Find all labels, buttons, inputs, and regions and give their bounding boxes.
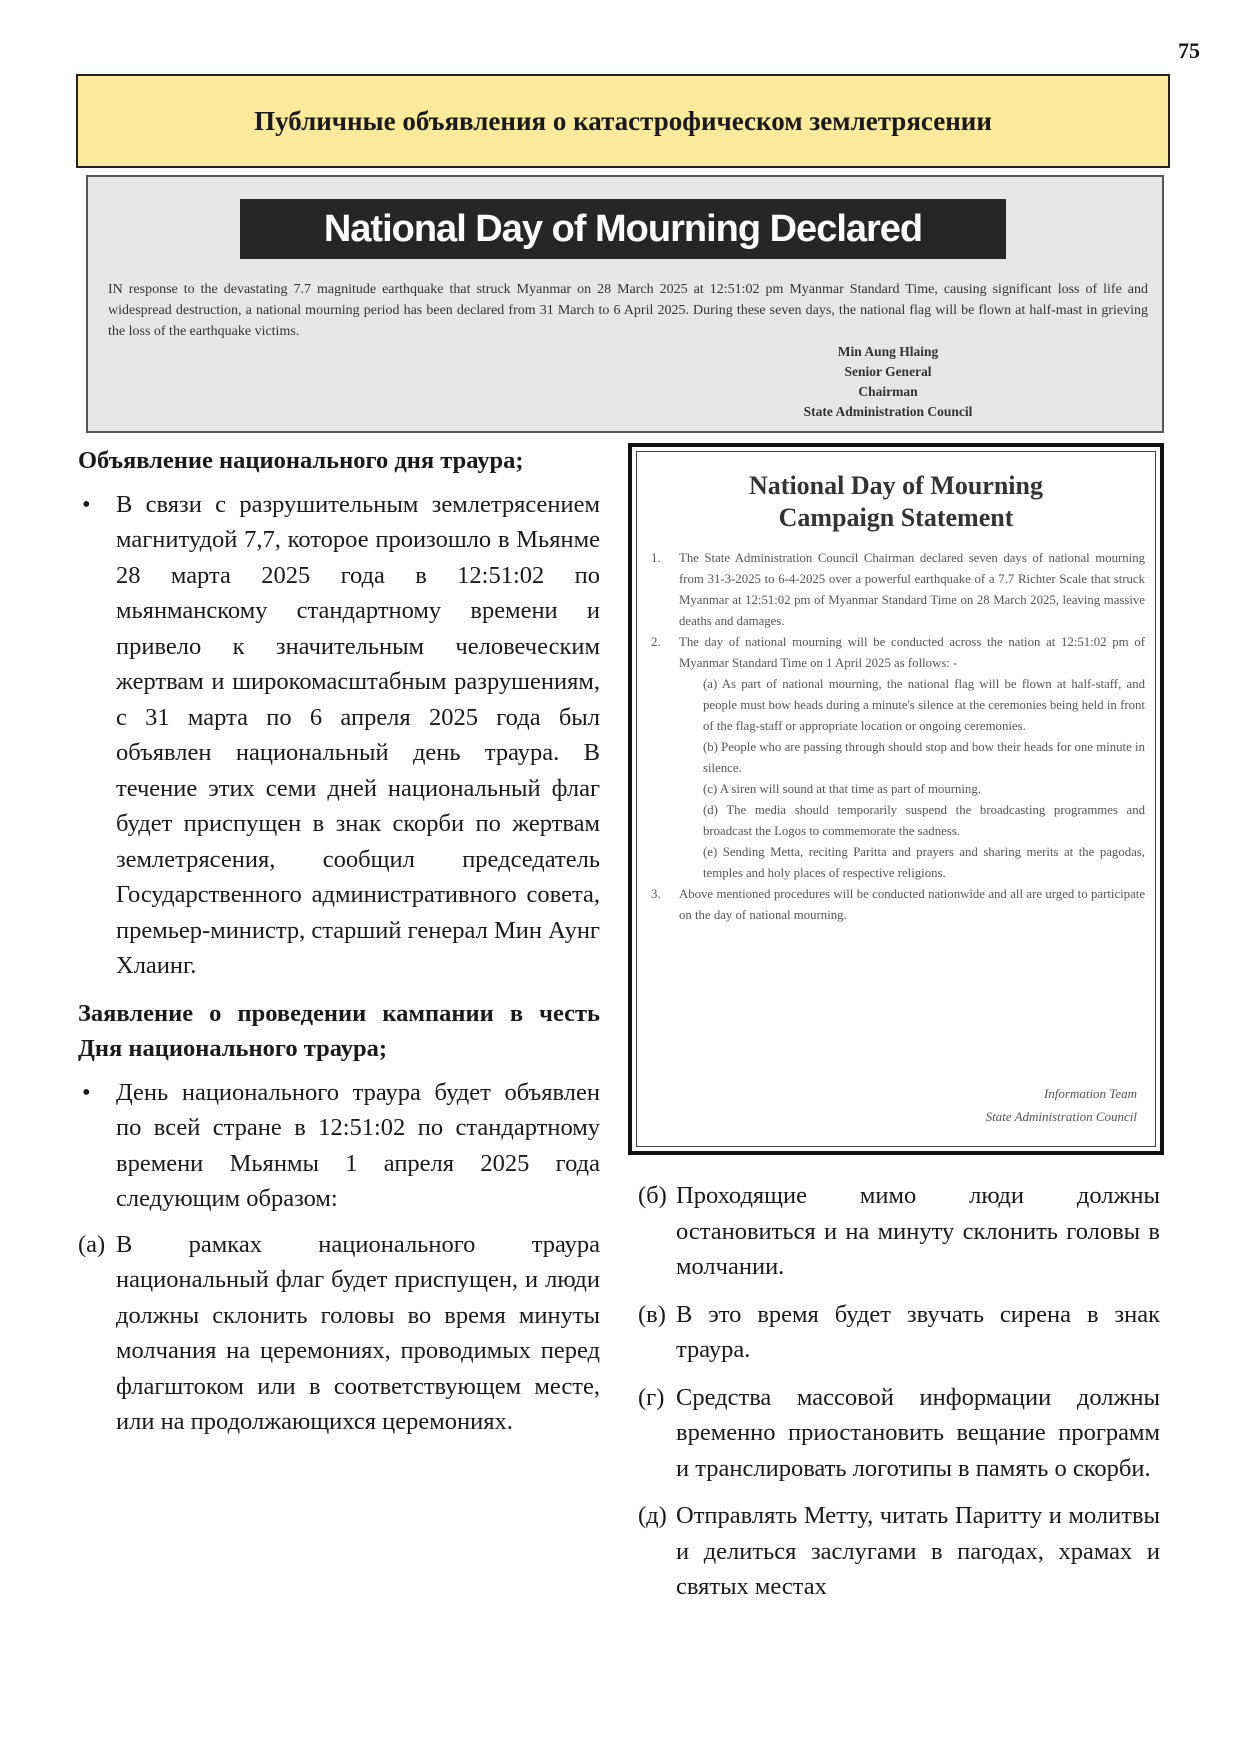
signature-position: Chairman	[858, 384, 918, 399]
clipping-title: National Day of Mourning Declared	[240, 199, 1006, 259]
lettered-item	[78, 1227, 600, 1440]
lettered-item	[638, 1297, 1160, 1368]
campaign-subitem: (c) A siren will sound at that time as part of mourning.	[703, 782, 981, 796]
section-heading-campaign: Заявление о проведении кампании в честь Дня национального траура;	[78, 999, 600, 1062]
campaign-subitem: (d) The media should temporarily suspend the broadcasting programmes and broadcast the Logos to commemorate the sadness.	[703, 803, 1145, 838]
lettered-item	[638, 1380, 1160, 1487]
item-label: (д)	[638, 1502, 667, 1529]
campaign-item-text: The State Administration Council Chairman declared seven days of national mourning from 31-3-2025 to 6-4-2025 over a powerful earthquake of a 7.7 Richter Scale that struck Myanmar at 12:51:02 pm of Myanmar Standard Time on 28 March 2025, leaving massive deaths and damages.	[679, 551, 1145, 628]
campaign-item-text: The day of national mourning will be conducted across the nation at 12:51:02 pm of Myanmar Standard Time on 1 April 2025 as follows: -	[679, 635, 1145, 670]
campaign-subitem: (e) Sending Metta, reciting Paritta and prayers and sharing merits at the pagodas, temples and holy places of respective religions.	[703, 845, 1145, 880]
right-column	[638, 1178, 1160, 1605]
campaign-title	[637, 470, 1155, 534]
item-label: (б)	[638, 1182, 667, 1209]
campaign-item-number: 2.	[651, 635, 661, 649]
item-text: Отправлять Метту, читать Паритту и молитвы и делиться заслугами в пагодах, храмах и святых местах	[676, 1502, 1160, 1600]
clipping-body: IN response to the devastating 7.7 magnitude earthquake that struck Myanmar on 28 March 2025 at 12:51:02 pm Myanmar Standard Time, causing significant loss of life and widespread destruction, a national mourning period has been declared from 31 March to 6 April 2025. During these seven days, the national flag will be flown at half-mast in grieving the loss of the earthquake victims.	[108, 282, 1148, 339]
newspaper-clipping	[86, 175, 1164, 433]
page-heading: Публичные объявления о катастрофическом землетрясении	[254, 105, 992, 136]
campaign-subitem: (b) People who are passing through should stop and bow their heads for one minute in silence.	[703, 740, 1145, 775]
campaign-footer	[986, 1082, 1137, 1128]
item-label: (г)	[638, 1383, 665, 1411]
campaign-subitem: (a) As part of national mourning, the national flag will be flown at half-staff, and people must bow heads during a minute's silence at the ceremonies being held in front of the flag-staff or appropriate location or ongoing ceremonies.	[703, 677, 1145, 733]
campaign-item	[651, 632, 1145, 884]
signature-rank: Senior General	[844, 364, 932, 379]
campaign-item	[651, 548, 1145, 632]
item-label: (в)	[638, 1300, 666, 1328]
bullet-paragraph: • День национального траура будет объявлен по всей стране в 12:51:02 по стандартному времени Мьянмы 1 апреля 2025 года следующим образом:	[78, 1075, 600, 1217]
bullet-paragraph: • В связи с разрушительным землетрясением магнитудой 7,7, которое произошло в Мьянме 28 марта 2025 года в 12:51:02 по мьянманскому стандартному времени и привело к значительным человеческим жертвам и широкомасштабным разрушениям, с 31 марта по 6 апреля 2025 года был объявлен национальный день траура. В течение этих семи дней национальный флаг будет приспущен в знак скорби по жертвам землетрясения, сообщил председатель Государственного административного совета, премьер-министр, старший генерал Мин Аунг Хлаинг.	[78, 487, 600, 984]
campaign-statement-image	[628, 443, 1164, 1155]
lettered-item	[638, 1498, 1160, 1605]
campaign-title-line2: Campaign Statement	[778, 503, 1014, 532]
item-text: Проходящие мимо люди должны остановиться и на минуту склонить головы в молчании.	[676, 1182, 1160, 1280]
left-column	[78, 443, 600, 1440]
campaign-item-text: Above mentioned procedures will be conducted nationwide and all are urged to participate on the day of national mourning.	[679, 887, 1145, 922]
campaign-item	[651, 884, 1145, 926]
campaign-list	[651, 548, 1145, 926]
signature-organization: State Administration Council	[803, 404, 973, 419]
item-text: В это время будет звучать сирена в знак траура.	[676, 1300, 1160, 1363]
lettered-item	[638, 1178, 1160, 1285]
campaign-footer-line1: Information Team	[1043, 1086, 1137, 1101]
campaign-item-number: 3.	[651, 887, 661, 901]
page-heading-box	[76, 74, 1170, 168]
campaign-footer-line2: State Administration Council	[985, 1109, 1137, 1124]
section-heading-mourning-day: Объявление национального дня траура;	[78, 447, 524, 474]
campaign-item-number: 1.	[651, 551, 661, 565]
campaign-title-line1: National Day of Mourning	[749, 471, 1043, 500]
page-number: 75	[1178, 38, 1200, 63]
campaign-subitems	[679, 674, 1145, 884]
item-text: Средства массовой информации должны временно приостановить вещание программ и транслировать логотипы в память о скорби.	[676, 1383, 1160, 1482]
signature-name: Min Aung Hlaing	[837, 344, 939, 359]
clipping-signature	[728, 342, 1048, 422]
item-label: (а)	[78, 1230, 106, 1258]
item-text: В рамках национального траура национальный флаг будет приспущен, и люди должны склонить головы во время минуты молчания на церемониях, проводимых перед флагштоком или в соответствующем месте, или на продолжающихся церемониях.	[116, 1230, 600, 1435]
